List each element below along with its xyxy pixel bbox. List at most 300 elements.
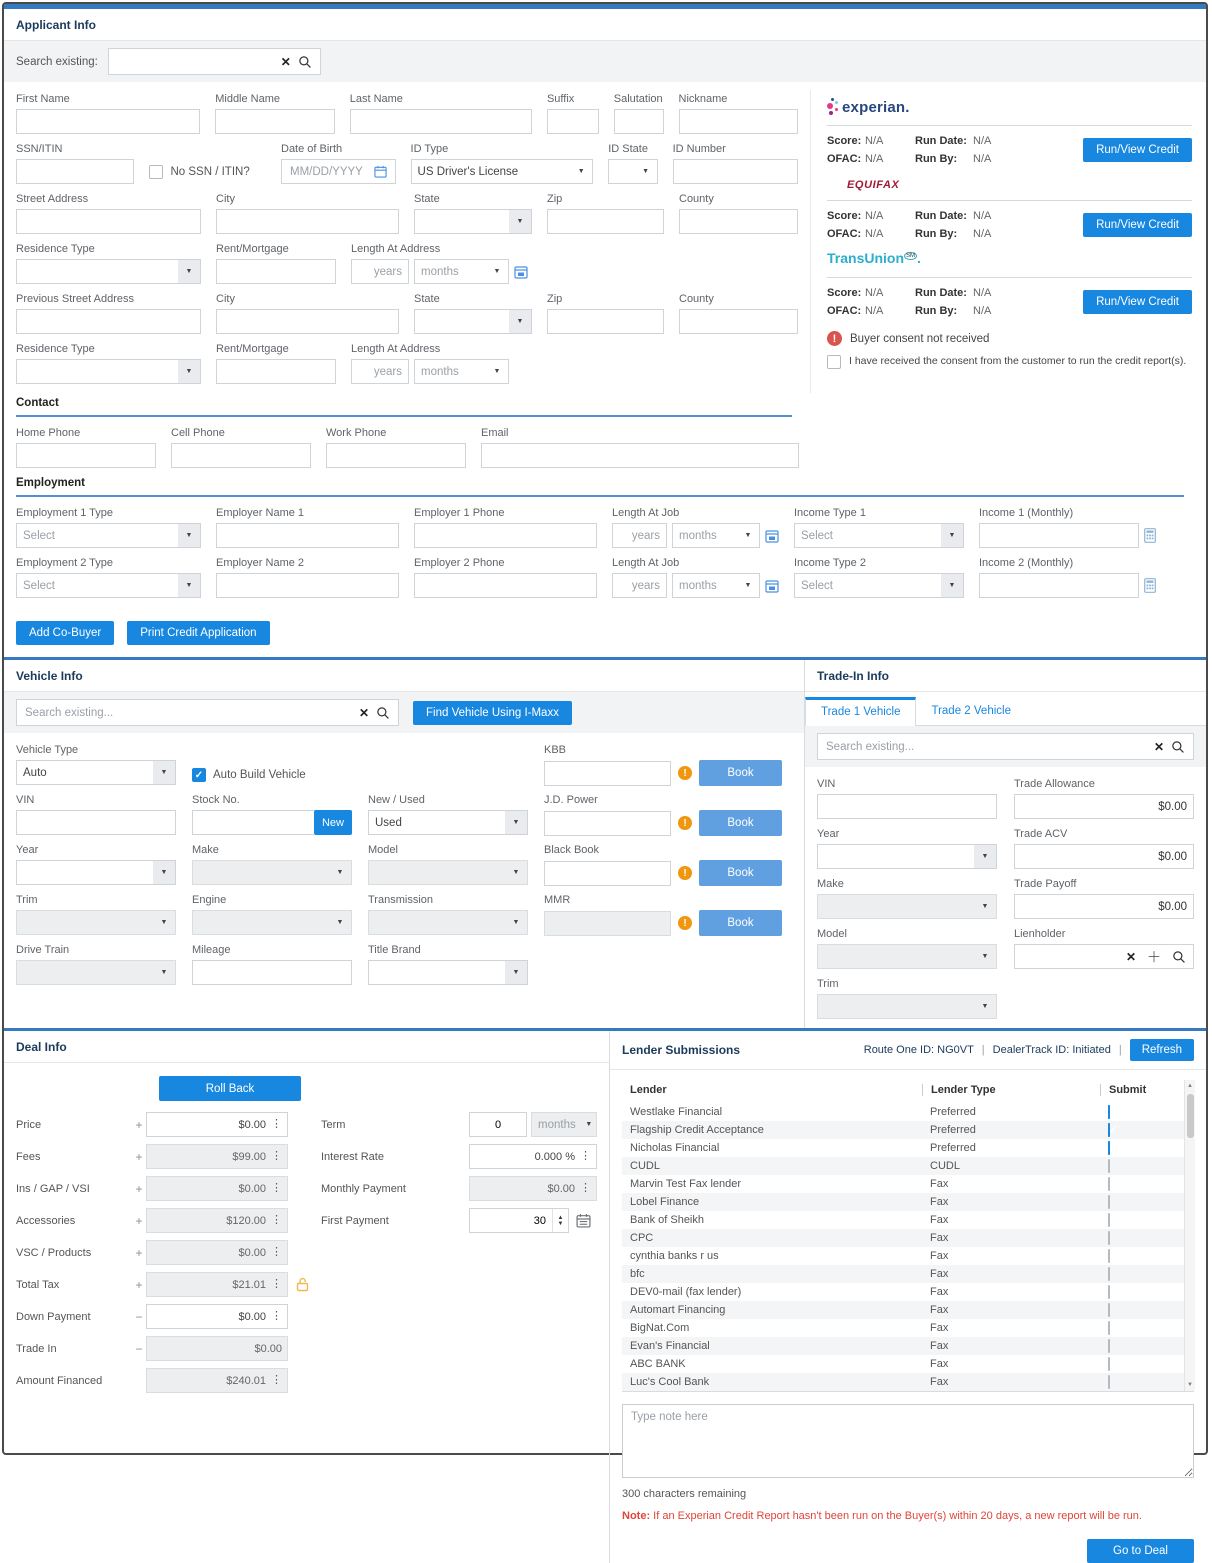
rent-mortgage-field [216, 243, 336, 284]
vehicle-search-row [4, 692, 804, 733]
search-icon[interactable] [1171, 740, 1185, 754]
prev-zip-field [547, 293, 664, 334]
monthly-payment-row [321, 1176, 597, 1201]
credit-bureaus-panel [810, 90, 1206, 393]
employer2-name-label: Employer Name 2 [216, 557, 305, 569]
deal-info-section [4, 1031, 609, 1563]
new-used-select[interactable]: Used ▼ [368, 810, 528, 835]
last-name-field [350, 93, 532, 134]
auto-build-checkbox[interactable] [192, 768, 206, 782]
prev-length-at-address-label: Length At Address [351, 343, 441, 355]
id-type-select[interactable]: US Driver's License ▼ [411, 159, 594, 184]
cell-phone-field [171, 427, 311, 468]
submit-checkbox[interactable] [1108, 1285, 1110, 1299]
submit-checkbox[interactable] [1108, 1123, 1110, 1137]
trade-year-select[interactable] [817, 844, 997, 869]
residence-type-field [16, 243, 201, 284]
amount-financed-row [4, 1368, 309, 1393]
middle-name-field [215, 93, 335, 134]
table-row: Marvin Test Fax lender Fax [622, 1175, 1194, 1193]
tab-trade-1-vehicle[interactable]: Trade 1 Vehicle [805, 697, 916, 726]
income1-type-label: Income Type 1 [794, 507, 866, 519]
kebab-menu-icon[interactable]: ⋮ [271, 1150, 282, 1162]
length-at-job2-field [612, 557, 779, 598]
no-ssn-field [149, 143, 266, 184]
applicant-info-section [4, 9, 1206, 657]
id-number-input[interactable] [673, 159, 798, 184]
submit-checkbox[interactable] [1108, 1195, 1110, 1209]
city-label: City [216, 193, 235, 205]
add-icon[interactable]: ＋ [1147, 948, 1161, 965]
id-state-label: ID State [608, 143, 648, 155]
go-to-deal-button[interactable]: Go to Deal [1087, 1539, 1194, 1563]
suffix-input[interactable] [547, 109, 599, 134]
clear-icon[interactable]: ✕ [280, 54, 291, 69]
score-value: N/A [865, 210, 884, 222]
run-date-value: N/A [973, 210, 992, 222]
state-select[interactable] [414, 209, 532, 234]
scroll-up-icon[interactable]: ▲ [1187, 1083, 1193, 1089]
calendar-calc-icon[interactable] [765, 579, 779, 593]
experian-info [827, 126, 1192, 175]
jdpower-book-button[interactable]: Book [699, 810, 782, 836]
contact-title: Contact [16, 397, 59, 409]
chevron-down-icon: ▼ [178, 360, 200, 383]
tab-trade-2-vehicle[interactable]: Trade 2 Vehicle [931, 705, 1011, 717]
score-value: N/A [865, 287, 884, 299]
lienholder-label: Lienholder [1014, 928, 1066, 940]
chevron-down-icon: ▼ [981, 1003, 989, 1010]
id-state-select[interactable] [608, 159, 657, 184]
jdpower-label: J.D. Power [544, 794, 598, 806]
characters-remaining: 300 characters remaining [622, 1488, 747, 1500]
down-payment-row: Down Payment − $0.00 ⋮ [4, 1304, 309, 1329]
chevron-down-icon: ▼ [509, 210, 531, 233]
trade-acv-label: Trade ACV [1014, 828, 1068, 840]
kebab-menu-icon[interactable]: ⋮ [271, 1246, 282, 1258]
run-date-value: N/A [973, 287, 992, 299]
employer1-name-input[interactable] [216, 523, 399, 548]
income1-type-select[interactable]: Select ▼ [794, 523, 964, 548]
stepper-arrows[interactable] [552, 1209, 568, 1232]
submit-checkbox[interactable] [1108, 1321, 1110, 1335]
first-payment-row [321, 1208, 597, 1233]
total-tax-value: $21.01 ⋮ [146, 1272, 288, 1297]
title-brand-select[interactable] [368, 960, 528, 985]
mmr-input [544, 911, 671, 936]
zip-input[interactable] [547, 209, 664, 234]
trim-select[interactable] [16, 910, 176, 935]
calculator-icon[interactable] [1144, 528, 1156, 543]
last-name-input[interactable] [350, 109, 532, 134]
no-ssn-label: No SSN / ITIN? [170, 165, 250, 178]
trade-acv-input[interactable] [1014, 844, 1194, 869]
interest-rate-row [321, 1144, 597, 1169]
calendar-icon[interactable] [576, 1213, 591, 1228]
clear-icon[interactable]: ✕ [1125, 949, 1136, 964]
table-row: Flagship Credit Acceptance Preferred ✓ [622, 1121, 1194, 1139]
trade-search-input[interactable] [818, 741, 1147, 753]
employer2-phone-input[interactable] [414, 573, 597, 598]
search-existing-label: Search existing: [16, 55, 98, 68]
scrollbar[interactable] [1184, 1080, 1195, 1391]
city-input[interactable] [216, 209, 399, 234]
table-row: Westlake Financial Preferred ✓ [622, 1103, 1194, 1121]
employer2-name-field [216, 557, 399, 598]
submit-checkbox[interactable] [1108, 1105, 1110, 1119]
down-payment-input[interactable]: $0.00 ⋮ [146, 1304, 288, 1329]
calendar-calc-icon[interactable] [514, 265, 528, 279]
submit-checkbox[interactable] [1108, 1231, 1110, 1245]
ins-gap-vsi-value: $0.00 ⋮ [146, 1176, 288, 1201]
note-area [622, 1404, 1194, 1483]
prev-state-select[interactable] [414, 309, 532, 334]
employment2-type-select[interactable]: Select ▼ [16, 573, 201, 598]
deal-info-title: Deal Info [4, 1031, 609, 1063]
kebab-menu-icon[interactable]: ⋮ [271, 1214, 282, 1226]
term-unit-select[interactable]: months ▼ [531, 1112, 597, 1137]
table-row: ABC BANK Fax [622, 1355, 1194, 1373]
term-label: Term [321, 1118, 346, 1131]
run-date-label: Run Date: [915, 210, 967, 222]
term-row [321, 1112, 597, 1137]
submit-checkbox[interactable] [1108, 1159, 1110, 1173]
model-select[interactable] [368, 860, 528, 885]
title-brand-label: Title Brand [368, 944, 421, 956]
prev-zip-input[interactable] [547, 309, 664, 334]
submit-checkbox[interactable] [1108, 1249, 1110, 1263]
prev-residence-type-select[interactable] [16, 359, 201, 384]
income2-input[interactable] [979, 573, 1139, 598]
monthly-payment-value: $0.00 ⋮ [469, 1176, 597, 1201]
transmission-select[interactable] [368, 910, 528, 935]
scrollbar-thumb[interactable] [1187, 1094, 1194, 1138]
job1-months-select[interactable]: months ▼ [672, 523, 760, 548]
email-input[interactable] [481, 443, 799, 468]
mmr-label: MMR [544, 894, 571, 906]
prev-rent-mortgage-field [216, 343, 336, 384]
refresh-button[interactable]: Refresh [1130, 1039, 1194, 1061]
down-payment-label: Down Payment [16, 1310, 91, 1323]
find-vehicle-imaxx-button[interactable]: Find Vehicle Using I-Maxx [413, 701, 572, 725]
term-input[interactable] [469, 1112, 527, 1137]
work-phone-input[interactable] [326, 443, 466, 468]
submit-checkbox[interactable] [1108, 1267, 1110, 1281]
year-select[interactable] [16, 860, 176, 885]
city-field [216, 193, 399, 234]
stock-no-input[interactable] [192, 810, 314, 835]
table-row: DEV0-mail (fax lender) Fax [622, 1283, 1194, 1301]
prev-years-input[interactable] [351, 359, 409, 384]
submit-checkbox[interactable] [1108, 1303, 1110, 1317]
income2-type-select[interactable]: Select ▼ [794, 573, 964, 598]
calculator-icon[interactable] [1144, 578, 1156, 593]
submit-checkbox[interactable] [1108, 1213, 1110, 1227]
warning-icon: ! [678, 866, 692, 880]
accessories-value: $120.00 ⋮ [146, 1208, 288, 1233]
make-field [192, 844, 352, 887]
total-tax-label: Total Tax [16, 1278, 60, 1291]
title-brand-field [368, 944, 528, 987]
experian-dots-icon [827, 98, 840, 117]
consent-warning-text: Buyer consent not received [850, 332, 990, 345]
scroll-down-icon[interactable]: ▼ [1187, 1382, 1193, 1388]
ofac-label: OFAC: [827, 305, 862, 317]
months-select[interactable]: months ▼ [414, 259, 509, 284]
income2-type-field [794, 557, 964, 598]
vehicle-search-input[interactable] [17, 707, 352, 719]
mileage-input[interactable] [192, 960, 352, 985]
street-address-input[interactable] [16, 209, 201, 234]
lender-submissions-section: Lender Submissions Route One ID: NG0VT | DealerTrack ID: Initiated | Refresh Lender Lender Type Submit Westlake Financial Preferred ✓ Flagship Credit Acceptance Preferred ✓ Nicholas Financial Preferred ✓ CUDL CUDL Marvin Test Fax lender Fax Lobel Finance Fax Bank of Sheikh Fax CPC Fax cynthia banks r us Fax bfc Fax DEV0-mail (fax lender) Fax Automart Financing Fax BigNat.Com Fax Evan's Financial Fax ABC BANK Fax Luc's Cool Bank Fax ▲ ▼ Type note here 300 characters remaining Note: If an Experian Credit Report hasn't been run on the Buyer(s) within 20 days, a new report will be run. Go to Deal [609, 1031, 1206, 1563]
employment2-type-label: Employment 2 Type [16, 557, 114, 569]
warning-icon: ! [678, 766, 692, 780]
vehicle-info-title: Vehicle Info [4, 660, 804, 692]
calendar-calc-icon[interactable] [765, 529, 779, 543]
nickname-input[interactable] [679, 109, 799, 134]
search-icon[interactable] [1172, 950, 1186, 964]
rent-mortgage-label: Rent/Mortgage [216, 243, 289, 255]
applicant-search-input[interactable] [109, 56, 274, 68]
trade-in-row: Trade In − $0.00 [4, 1336, 309, 1361]
trade-allowance-label: Trade Allowance [1014, 778, 1095, 790]
first-payment-input[interactable] [469, 1208, 569, 1233]
price-input[interactable]: $0.00 ⋮ [146, 1112, 288, 1137]
chevron-down-icon: ▼ [153, 861, 175, 884]
chevron-down-icon: ▼ [505, 811, 527, 834]
vsc-products-label: VSC / Products [16, 1246, 92, 1259]
first-name-label: First Name [16, 93, 70, 105]
run-view-credit-button-transunion[interactable]: Run/View Credit [1083, 290, 1192, 314]
employer2-name-input[interactable] [216, 573, 399, 598]
first-name-input[interactable] [16, 109, 200, 134]
vsc-products-row: VSC / Products + $0.00 ⋮ [4, 1240, 309, 1265]
prev-city-input[interactable] [216, 309, 399, 334]
job2-years-input[interactable] [612, 573, 667, 598]
kebab-menu-icon[interactable]: ⋮ [271, 1374, 282, 1386]
years-input[interactable] [351, 259, 409, 284]
jdpower-input[interactable] [544, 811, 671, 836]
kbb-label: KBB [544, 744, 567, 756]
kbb-book-button[interactable]: Book [699, 760, 782, 786]
employer1-phone-input[interactable] [414, 523, 597, 548]
work-phone-field [326, 427, 466, 468]
roll-back-button[interactable]: Roll Back [159, 1076, 301, 1101]
submit-checkbox[interactable] [1108, 1339, 1110, 1353]
chevron-down-icon: ▼ [178, 574, 200, 597]
engine-select[interactable] [192, 910, 352, 935]
no-ssn-checkbox[interactable] [149, 165, 163, 179]
mmr-field [544, 894, 792, 937]
employment1-type-field [16, 507, 201, 548]
id-type-label: ID Type [410, 143, 449, 155]
prev-state-field [414, 293, 532, 334]
prev-city-label: City [216, 293, 235, 305]
submit-checkbox[interactable] [1108, 1375, 1110, 1389]
jdpower-field [544, 794, 792, 837]
employer1-name-field [216, 507, 399, 548]
salutation-field [614, 93, 664, 134]
vin-label: VIN [16, 794, 35, 806]
chevron-down-icon: ▼ [160, 969, 168, 976]
income1-input[interactable] [979, 523, 1139, 548]
trade-allowance-field [1014, 778, 1194, 821]
trade-allowance-input[interactable] [1014, 794, 1194, 819]
kebab-menu-icon[interactable]: ⋮ [580, 1182, 591, 1194]
trade-payoff-input[interactable] [1014, 894, 1194, 919]
submit-checkbox[interactable] [1108, 1357, 1110, 1371]
cell-phone-label: Cell Phone [171, 427, 225, 439]
interest-rate-input[interactable]: 0.000 % ⋮ [469, 1144, 597, 1169]
table-row: Lobel Finance Fax [622, 1193, 1194, 1211]
submit-checkbox[interactable] [1108, 1141, 1110, 1155]
state-label: State [414, 193, 440, 205]
prev-rent-mortgage-input[interactable] [216, 359, 336, 384]
kbb-field [544, 744, 792, 787]
calendar-icon[interactable] [374, 165, 387, 178]
kebab-menu-icon[interactable]: ⋮ [271, 1278, 282, 1290]
run-view-credit-button-equifax[interactable]: Run/View Credit [1083, 213, 1192, 237]
applicant-search-row [4, 41, 1206, 82]
make-select[interactable] [192, 860, 352, 885]
employer1-phone-field [414, 507, 597, 548]
kebab-menu-icon[interactable]: ⋮ [271, 1182, 282, 1194]
residence-type-label: Residence Type [16, 243, 95, 255]
vsc-products-value: $0.00 ⋮ [146, 1240, 288, 1265]
trade-vin-input[interactable] [817, 794, 997, 819]
kebab-menu-icon[interactable]: ⋮ [271, 1118, 282, 1130]
amount-financed-value: $240.01 ⋮ [146, 1368, 288, 1393]
prev-county-field [679, 293, 798, 334]
auto-build-field [192, 744, 352, 787]
clear-icon[interactable]: ✕ [1153, 739, 1164, 754]
income1-label: Income 1 (Monthly) [979, 507, 1074, 519]
mileage-label: Mileage [192, 944, 231, 956]
ssn-input[interactable] [16, 159, 134, 184]
length-at-address-label: Length At Address [351, 243, 441, 255]
consent-row [827, 355, 1192, 369]
trade-trim-select[interactable] [817, 994, 997, 1019]
table-row: CPC Fax [622, 1229, 1194, 1247]
note-textarea[interactable] [622, 1404, 1194, 1478]
trade-tabs [805, 692, 1206, 726]
prev-county-input[interactable] [679, 309, 798, 334]
chevron-down-icon: ▼ [512, 919, 520, 926]
lender-table-header [622, 1080, 1194, 1103]
employment1-type-select[interactable]: Select ▼ [16, 523, 201, 548]
auto-build-label: Auto Build Vehicle [213, 768, 306, 781]
employment-title: Employment [16, 477, 86, 489]
nickname-field [679, 93, 799, 134]
transunion-sm-mark: SM [906, 252, 916, 259]
table-row: CUDL CUDL [622, 1157, 1194, 1175]
step-down-icon: ▼ [557, 1220, 564, 1227]
dob-field [281, 143, 396, 184]
stock-no-label: Stock No. [192, 794, 240, 806]
home-phone-label: Home Phone [16, 427, 81, 439]
trade-in-title: Trade-In Info [805, 660, 1206, 692]
county-input[interactable] [679, 209, 798, 234]
rent-mortgage-input[interactable] [216, 259, 336, 284]
cell-phone-input[interactable] [171, 443, 311, 468]
ofac-value: N/A [865, 228, 884, 240]
trade-payoff-field [1014, 878, 1194, 921]
prev-state-label: State [414, 293, 440, 305]
experian-note: Note: If an Experian Credit Report hasn't been run on the Buyer(s) within 20 days, a new report will be run. [622, 1510, 1142, 1522]
search-icon[interactable] [376, 706, 390, 720]
dob-input[interactable] [282, 166, 374, 178]
trade-vin-label: VIN [817, 778, 836, 790]
transmission-label: Transmission [368, 894, 433, 906]
print-credit-application-button[interactable]: Print Credit Application [127, 621, 269, 645]
length-at-address-field [351, 243, 528, 284]
drive-train-select[interactable] [16, 960, 176, 985]
vehicle-type-select[interactable]: Auto ▼ [16, 760, 176, 785]
chevron-down-icon: ▼ [642, 168, 650, 175]
trade-make-select[interactable] [817, 894, 997, 919]
run-view-credit-button-experian[interactable]: Run/View Credit [1083, 138, 1192, 162]
prev-street-address-input[interactable] [16, 309, 201, 334]
add-cobuyer-button[interactable]: Add Co-Buyer [16, 621, 114, 645]
submit-checkbox[interactable] [1108, 1177, 1110, 1191]
street-address-field [16, 193, 201, 234]
consent-text: I have received the consent from the customer to run the credit report(s). [849, 355, 1187, 367]
blackbook-label: Black Book [544, 844, 600, 856]
email-field [481, 427, 799, 468]
consent-checkbox[interactable] [827, 355, 841, 369]
trade-search-box [817, 733, 1194, 760]
drive-train-label: Drive Train [16, 944, 70, 956]
job2-months-select[interactable]: months ▼ [672, 573, 760, 598]
lock-icon[interactable] [296, 1277, 309, 1292]
length-at-job2-label: Length At Job [612, 557, 680, 569]
home-phone-field [16, 427, 156, 468]
salutation-input[interactable] [614, 109, 664, 134]
stock-new-button[interactable]: New [314, 810, 352, 835]
trade-model-select[interactable] [817, 944, 997, 969]
dob-label: Date of Birth [281, 143, 343, 155]
price-label: Price [16, 1118, 42, 1131]
kbb-input[interactable] [544, 761, 671, 786]
middle-name-input[interactable] [215, 109, 335, 134]
vin-input[interactable] [16, 810, 176, 835]
blackbook-input[interactable] [544, 861, 671, 886]
kebab-menu-icon[interactable]: ⋮ [580, 1150, 591, 1162]
search-icon[interactable] [298, 55, 312, 69]
trade-in-label: Trade In [16, 1342, 57, 1355]
clear-icon[interactable]: ✕ [358, 705, 369, 720]
kebab-menu-icon[interactable]: ⋮ [271, 1310, 282, 1322]
table-row: Evan's Financial Fax [622, 1337, 1194, 1355]
monthly-payment-label: Monthly Payment [321, 1182, 406, 1195]
home-phone-input[interactable] [16, 443, 156, 468]
spacer [368, 744, 528, 787]
total-tax-row: Total Tax + $21.01 ⋮ [4, 1272, 309, 1297]
residence-type-select[interactable] [16, 259, 201, 284]
job1-years-input[interactable] [612, 523, 667, 548]
mmr-book-button[interactable]: Book [699, 910, 782, 936]
blackbook-book-button[interactable]: Book [699, 860, 782, 886]
ssn-field [16, 143, 134, 184]
fees-label: Fees [16, 1150, 41, 1163]
new-used-label: New / Used [368, 794, 425, 806]
employer2-phone-label: Employer 2 Phone [414, 557, 505, 569]
equifax-logo: EQUIFAX [847, 179, 900, 191]
prev-months-select[interactable]: months ▼ [414, 359, 509, 384]
chevron-down-icon: ▼ [981, 903, 989, 910]
income2-type-label: Income Type 2 [794, 557, 866, 569]
dealertrack-id: DealerTrack ID: Initiated [992, 1044, 1111, 1056]
